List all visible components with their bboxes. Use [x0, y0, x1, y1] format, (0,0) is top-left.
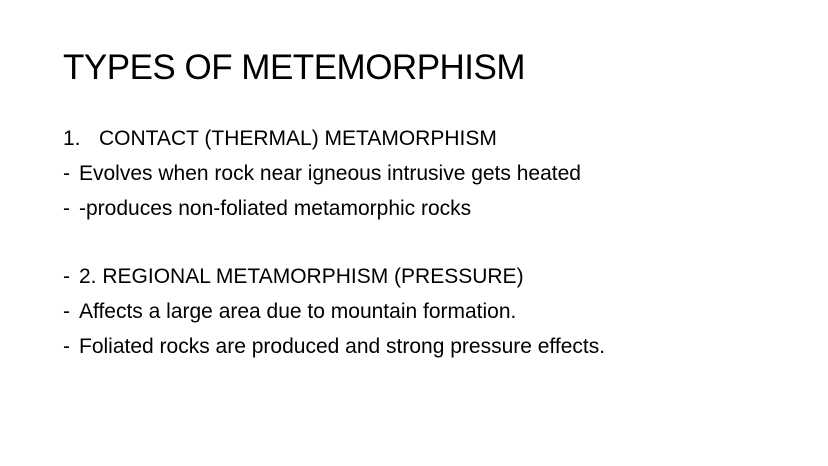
slide-title: TYPES OF METEMORPHISM: [63, 48, 526, 87]
list-item-text: 2. REGIONAL METAMORPHISM (PRESSURE): [79, 265, 524, 288]
list-dash: -: [63, 300, 70, 323]
list-item-text: -produces non-foliated metamorphic rocks: [79, 197, 472, 220]
list-number: 1.: [63, 127, 81, 150]
list-dash: -: [63, 335, 70, 358]
list-item-text: Evolves when rock near igneous intrusive gets heated: [79, 162, 581, 185]
list-dash: -: [63, 197, 70, 220]
list-dash: -: [63, 265, 70, 288]
list-item-text: CONTACT (THERMAL) METAMORPHISM: [99, 127, 497, 150]
list-item: [63, 332, 605, 362]
list-item: [63, 194, 471, 224]
list-item-text: Foliated rocks are produced and strong pressure effects.: [79, 335, 606, 358]
list-item: [63, 124, 497, 154]
list-dash: -: [63, 162, 70, 185]
list-item: [63, 297, 516, 327]
list-item: [63, 159, 581, 189]
list-item: [63, 262, 524, 292]
list-item-text: Affects a large area due to mountain formation.: [79, 300, 517, 323]
